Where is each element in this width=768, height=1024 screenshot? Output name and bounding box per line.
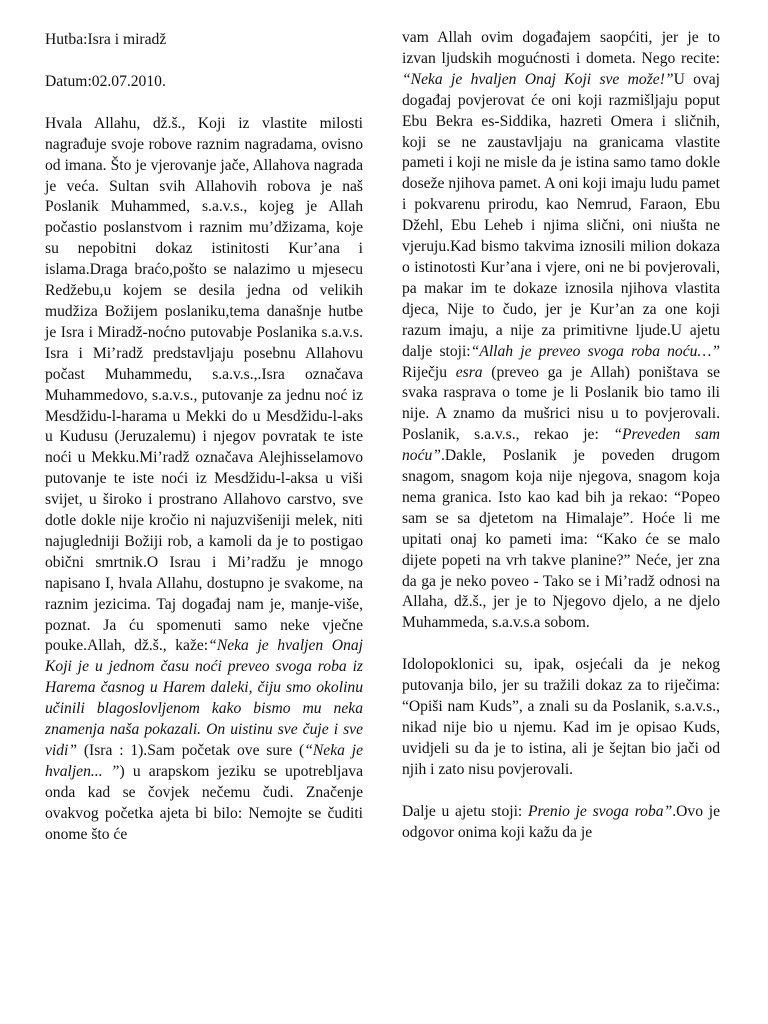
right-quote-3: “Preveden sam noću” <box>402 426 720 465</box>
right-word-esra: esra <box>455 363 483 381</box>
left-column <box>45 30 363 846</box>
right-text-a: vam Allah ovim događajem saopćiti, jer je to izvan ljudskih mogućnosti i dometa. Nego recite: <box>402 29 720 67</box>
left-quote-2: “Neka je hvaljen... ” <box>45 742 363 780</box>
right-text-c: Riječju <box>402 363 456 381</box>
right-quote-2: “Allah je preveo svoga roba noću…” <box>470 342 720 360</box>
right-text-g: .Ovo je odgovor onima koji kažu da je <box>402 802 720 841</box>
left-paragraph-1 <box>45 114 363 846</box>
left-text-a: Hvala Allahu, dž.š., Koji iz vlastite milosti nagrađuje svoje robove raznim nagradama, ovisno od imana. Što je vjerovanje jače, Allahova nagrada je veća. Sultan svih Allahovih robova je naš Poslanik Muhammed, s.a.v.s., kojeg je Allah počastio poslanstvom i raznim mu’džizama, koje su nepobitni dokaz istinitosti Kur’ana i islama.Draga braćo,pošto se nalazimo u mjesecu Redžebu,u kojem se desila jedna od velikih mudžiza Božijem poslaniku,tema današnje hutbe je Isra i Miradž-noćno putovabje Poslanika s.a.v.s. Isra i Mi’radž predstavljaju posebnu Allahovu počast Muhammedu, s.a.v.s.,.Isra označava Muhammedovo, s.a.v.s., putovanje za jednu noć iz Mesdžidu-l-harama u Mekki do u Mesdžidu-l-aks u Kudusu (Jeruzalemu) i njegov povratak te iste noći u Mekku.Mi’radž označava Alejhisselamovo putovanje te iste noći iz Mesdžidu-l-aksa u viši svijet, u široko i prostrano Allahovo carstvo, sve dotle dokle nije kročio ni najuzvišeniji melek, niti najugledniji Božiji rob, a kamoli da je to postigao obični smrtnik.O Israu i Mi’radžu je mnogo napisano I, hvala Allahu, dostupno je svakome, na raznim jezicima. Taj događaj nam je, manje-više, poznat. Ja ću spomenuti samo neke vječne pouke.Allah, dž.š., kaže: <box>45 114 363 655</box>
right-column <box>402 28 720 844</box>
right-text-b: U ovaj događaj povjerovat će oni koji razmišljaju poput Ebu Bekra es-Siddika, hazreti Omera i sličnih, koji se ne zaustavljaju na granicama vlastite pameti i koji ne misle da je istina samo tamo dokle doseže njihova pamet. A oni koji imaju ludu pamet i pokvarenu prirodu, kao Nemrud, Faraon, Ebu Džehl, Ebu Leheb i njima slični, oni niušta ne vjeruju.Kad bismo takvima iznosili milion dokaza o istinotosti Kur’ana i vjere, oni ne bi povjerovali, pa makar im te dokaze iznosila njihova vlastita djeca, Nije to čudo, jer je Kur’an za one koji razum imaju, a nije za primitivne ljude.U ajetu dalje stoji: <box>402 70 720 360</box>
right-quote-4: Prenio je svoga roba” <box>528 802 673 820</box>
left-quote-1: “Neka je hvaljen Onaj Koji je u jednom času noći preveo svoga roba iz Harema časnog u Harem daleki, čiju smo okolinu učinili blagoslovljenom kako bismo mu neka znamenja naša pokazali. On uistinu sve čuje i sve vidi” <box>45 637 363 759</box>
left-text-c: ) u arapskom jeziku se upotrebljava onda kad se čovjek nečemu čudi. Značenje ovakvog početka ajeta bi bilo: Nemojte se čuditi onome što će <box>45 762 363 843</box>
right-paragraph-3 <box>402 802 720 844</box>
right-text-f: Dalje u ajetu stoji: <box>402 802 528 820</box>
right-quote-1: “Neka je hvaljen Onaj Koji sve može!” <box>402 70 674 88</box>
right-text-e: .Dakle, Poslanik je poveden drugom snagom, snagom koja nije njegova, snagom koja nema granica. Isto kao kad bih ja rekao: “Popeo sam se sa djetetom na Himalaje”. Hoće li me upitati onaj ko pameti ima: “Kako će se malo dijete popeti na vrh takve planine?” Neće, jer zna da ga je neko poveo - Tako se i Mi’radž odnosi na Allaha, dž.š., jer je to Njegovo djelo, a ne djelo Muhammeda, s.a.v.s.a sobom. <box>402 447 720 632</box>
left-text-b: (Isra : 1).Sam početak ove sure ( <box>77 742 305 759</box>
sermon-title: Hutba:Isra i miradž <box>45 31 167 48</box>
sermon-date: Datum:02.07.2010. <box>45 72 166 90</box>
right-text-d: (preveo ga je Allah) poništava se svaka rasprava o tome je li Poslanik bio tamo ili nije. A znamo da mušrici nisu u to povjerovali. Poslanik, s.a.v.s., rekao je: <box>402 363 721 444</box>
right-paragraph-2: Idolopoklonici su, ipak, osjećali da je nekog putovanja bilo, jer su tražili dokaz za to riječima: “Opiši nam Kuds”, a znali su da Poslanik, s.a.v.s., nikad nije bio u njemu. Kad im je opisao Kuds, uvidjeli su da je to istina, ali je šejtan bio jači od njih i zato nisu povjerovali. <box>402 656 720 778</box>
right-paragraph-1 <box>402 28 720 634</box>
